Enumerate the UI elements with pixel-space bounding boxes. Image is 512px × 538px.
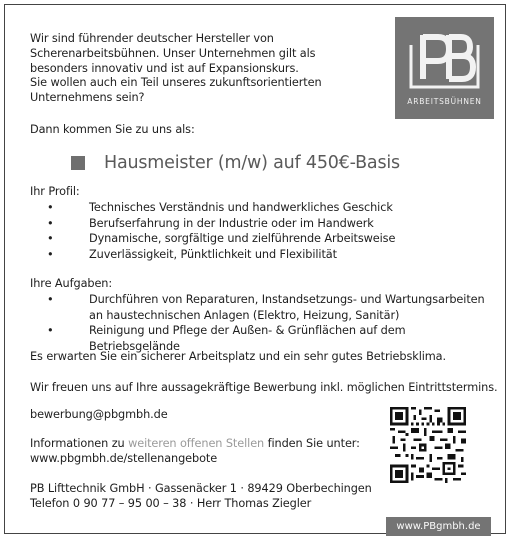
call-to-action: Dann kommen Sie zu uns als: (30, 123, 195, 136)
bullet-icon: • (47, 324, 54, 337)
square-marker-icon (71, 156, 85, 170)
list-item: • Dynamische, sorgfältige und zielführende Arbeitsweise (47, 232, 396, 245)
list-item: • Reinigung und Pflege der Außen- & Grünflächen auf dem Betriebsgelände (47, 324, 406, 353)
profile-list (30, 200, 490, 262)
company-phone: Telefon 0 90 77 – 95 00 – 38 · Herr Thomas Ziegler (30, 497, 312, 510)
company-address: PB Lifttechnik GmbH · Gassenäcker 1 · 89429 Oberbechingen (30, 482, 372, 495)
website-link[interactable]: www.PBgmbh.de (386, 517, 491, 536)
email-link[interactable]: bewerbung@pbgmbh.de (30, 408, 168, 421)
bullet-icon: • (47, 216, 54, 230)
job-advertisement (4, 4, 506, 534)
bullet-icon: • (47, 232, 54, 245)
qr-code-icon[interactable] (390, 407, 466, 483)
job-title-text: Hausmeister (m/w) auf 450€-Basis (104, 153, 400, 173)
intro-text: Wir sind führender deutscher Hersteller von Scherenarbeitsbühnen. Unser Unternehmen gilt als besonders innovativ und ist auf Expansionskurs. Sie wollen auch ein Teil unseres zukunftsorientierten Unternehmens sein? (30, 32, 322, 105)
open-positions-link[interactable]: weiteren offenen Stellen (128, 437, 265, 450)
bullet-icon: • (47, 201, 54, 214)
job-title (71, 155, 400, 171)
list-item: • Technisches Verständnis und handwerkliches Geschick (47, 201, 393, 214)
info-text: Informationen zu weiteren offenen Stellen finden Sie unter: (30, 437, 360, 450)
careers-url-link[interactable]: www.pbgmbh.de/stellenangebote (30, 452, 218, 465)
tasks-list (30, 292, 490, 354)
offer-text: Es erwarten Sie ein sicherer Arbeitsplatz und ein sehr gutes Betriebsklima. (30, 350, 446, 363)
list-item: • Zuverlässigkeit, Pünktlichkeit und Flexibilität (47, 247, 337, 261)
list-item: • Berufserfahrung in der Industrie oder im Handwerk (47, 216, 374, 230)
tasks-heading: Ihre Aufgaben: (30, 277, 113, 290)
bullet-icon: • (47, 293, 54, 306)
profile-heading: Ihr Profil: (30, 185, 80, 198)
logo-subtitle: ARBEITSBÜHNEN (407, 97, 482, 106)
list-item: • Durchführen von Reparaturen, Instandsetzungs- und Wartungsarbeiten an haustechnischen Anlagen (Elektro, Heizung, Sanitär) (47, 293, 485, 322)
bullet-icon: • (47, 247, 54, 261)
pb-logo-icon (405, 27, 484, 93)
company-logo (395, 17, 494, 119)
closing-text: Wir freuen uns auf Ihre aussagekräftige Bewerbung inkl. möglichen Eintrittstermins. (30, 381, 498, 394)
